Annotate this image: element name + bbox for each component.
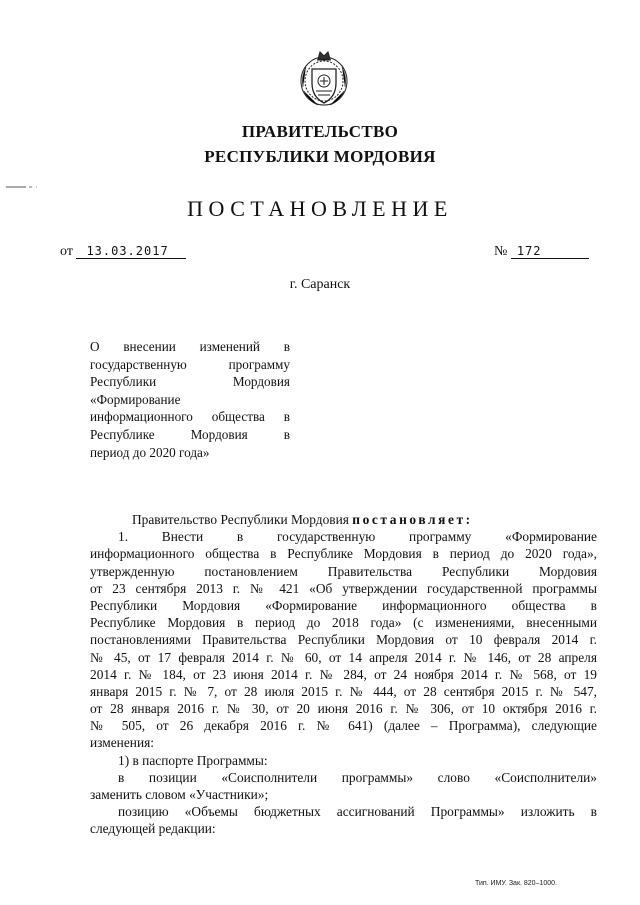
number-value: 172 <box>511 244 589 259</box>
body-line: от 28 января 2016 г. № 30, от 20 июня 2016 г. № 306, от 10 октября 2016 г. <box>90 701 597 717</box>
body-line: постановлениями Правительства Республики Мордовия от 10 февраля 2014 г. <box>90 632 597 648</box>
subject-line: государственную программу <box>90 356 290 372</box>
date-label: от <box>60 244 73 259</box>
city: г. Саранск <box>289 277 351 292</box>
preamble <box>90 511 597 528</box>
preamble-text: Правительство Республики Мордовия <box>132 512 349 527</box>
body-line: заменить словом «Участники»; <box>90 787 269 802</box>
document-subject <box>90 338 290 461</box>
body-line: Республики Мордовия «Формирование информационного общества в <box>90 597 597 613</box>
subject-line: Республики Мордовия <box>90 374 290 390</box>
date-value: 13.03.2017 <box>76 244 186 259</box>
body-line: 1. Внести в государственную программу «Формирование <box>118 529 597 545</box>
body-line: изменения: <box>90 735 155 751</box>
subject-line: «Формирование <box>90 391 181 407</box>
document-date <box>60 244 186 260</box>
document-body <box>90 511 597 838</box>
subject-line: Республике Мордовия в <box>90 426 290 442</box>
body-line: в позиции «Соисполнители программы» слово «Соисполнители» <box>118 769 597 785</box>
body-line: позицию «Объемы бюджетных ассигнований Программы» изложить в <box>118 804 597 820</box>
subject-line: период до 2020 года» <box>90 444 210 460</box>
subject-line: информационного общества в <box>90 409 290 425</box>
body-line: Республике Мордовия в период до 2018 года» (с изменениями, внесенными <box>90 615 597 631</box>
government-title: ПРАВИТЕЛЬСТВО <box>241 122 399 141</box>
document-type: ПОСТАНОВЛЕНИЕ <box>187 196 453 221</box>
body-line: 1) в паспорте Программы: <box>118 752 268 768</box>
body-line: информационного общества в Республике Мордовия в период до 2020 года», <box>90 546 597 562</box>
scan-artifact <box>6 185 40 189</box>
body-line: № 45, от 17 февраля 2014 г. № 60, от 14 апреля 2014 г. № 146, от 28 апреля <box>90 649 597 665</box>
body-line: утвержденную постановлением Правительства Республики Мордовия <box>90 563 597 579</box>
number-label: № <box>494 244 508 259</box>
body-line: января 2015 г. № 7, от 28 июля 2015 г. № 444, от 28 сентября 2015 г. № 547, <box>90 683 597 699</box>
document-number <box>494 244 589 260</box>
body-line: 2014 г. № 184, от 23 июня 2014 г. № 284, от 24 ноября 2014 г. № 568, от 19 <box>90 666 597 682</box>
preamble-verb: постановляет: <box>352 512 473 527</box>
print-mark: Тип. ИМУ. Зак. 820–1000. <box>475 880 557 887</box>
government-subtitle: РЕСПУБЛИКИ МОРДОВИЯ <box>204 147 436 166</box>
mordovia-coat-of-arms-icon <box>298 47 350 109</box>
subject-line: О внесении изменений в <box>90 339 290 354</box>
body-line: следующей редакции: <box>90 821 216 837</box>
body-line: от 23 сентября 2013 г. № 421 «Об утверждении государственной программы <box>90 580 597 596</box>
body-line: № 505, от 26 декабря 2016 г. № 641) (далее – Программа), следующие <box>90 718 597 734</box>
